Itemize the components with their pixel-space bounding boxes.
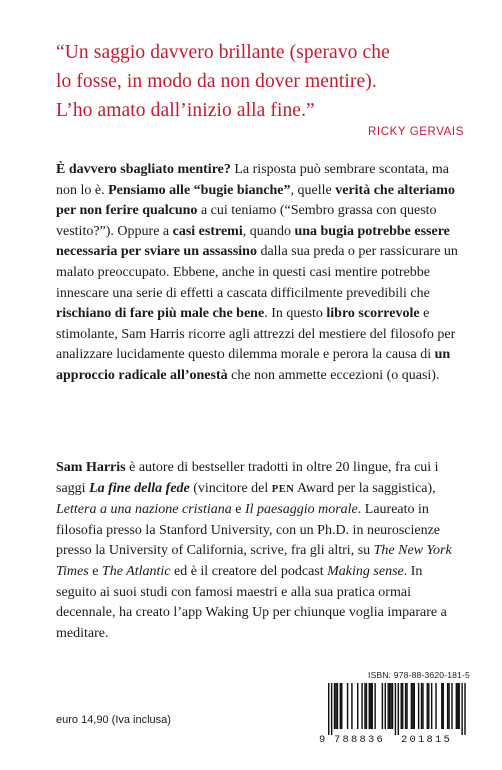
isbn-text: ISBN: 978-88-3620-181-5 [368, 670, 470, 680]
barcode-digit-first: 9 [319, 734, 326, 746]
barcode-bar [447, 683, 448, 729]
bio-text: (vincitore del [189, 480, 272, 496]
publication-title: The Atlantic [101, 563, 171, 579]
barcode-bar [431, 683, 432, 729]
barcode-bar [422, 683, 423, 729]
barcode-bar [387, 683, 388, 729]
blurb-bold: casi estremi [172, 223, 243, 239]
quote-author: RICKY GERVAIS [368, 126, 464, 138]
barcode-bar [457, 683, 458, 729]
blurb-text: dalla sua preda o per rassicurare un malato preoccupato. Ebbene, anche in questi casi mentire potrebbe innescare una serie di effetti a cascata difficilmente prevedibili che [56, 244, 458, 301]
blurb-text: , quando [242, 223, 295, 239]
blurb-text: che non ammette eccezioni (o quasi). [227, 367, 440, 383]
bio-text: Award per la saggistica), [294, 480, 436, 496]
barcode-bar [401, 683, 402, 729]
podcast-title: Making sense [327, 563, 404, 579]
barcode-bar [448, 683, 449, 729]
author-name: Sam Harris [56, 460, 126, 475]
barcode-bar [334, 683, 335, 729]
barcode-bars [318, 683, 470, 735]
barcode-bar [443, 683, 444, 729]
pen-label: PEN [271, 483, 295, 495]
barcode-bar [428, 683, 429, 729]
blurb-text: La risposta può sembrare scontata, ma non lo è. [56, 162, 449, 198]
barcode-bar [361, 683, 362, 729]
barcode-bar [385, 683, 386, 729]
blurb-text: . In questo [264, 306, 327, 322]
barcode-bar [390, 683, 391, 729]
barcode-bar [374, 683, 375, 729]
blurb-bold: verità che alteriamo per non ferire qualcuno [56, 182, 455, 219]
bio-text: . Laureato in filosofia presso la Stanford University, con un Ph.D. in neuroscienze presso la University of California, scrive, fra gli altri, su [56, 502, 441, 559]
bio-text: è autore di bestseller tradotti in oltre 20 lingue, fra cui i saggi [56, 460, 439, 496]
quote-line: lo fosse, in modo da non dover mentire). [56, 71, 377, 92]
barcode-bar [369, 683, 370, 729]
barcode-bar [351, 683, 352, 729]
barcode-bar [406, 683, 407, 729]
barcode-bar [402, 683, 403, 729]
blurb-bold: una bugia potrebbe essere necessaria per sviare un assassino [56, 223, 450, 260]
barcode-bar [451, 683, 452, 729]
barcode-bar [412, 683, 413, 729]
barcode-bar [405, 683, 406, 729]
quote-line: L’ho amato dall’inizio alla fine.” [56, 100, 315, 121]
book-title: La fine della fede [89, 480, 190, 496]
book-title: Lettera a una nazione cristiana [56, 502, 232, 518]
bio-text: . In seguito ai suoi studi con famosi maestri e alla sua pratica ormai decennale, ha creato l’app Waking Up per chiunque voglia imparare a meditare. [56, 563, 447, 641]
blurb-bold: Pensiamo alle “bugie bianche” [108, 182, 291, 198]
bio-text: e [231, 502, 245, 518]
barcode-bar [347, 683, 348, 729]
author-bio [56, 458, 466, 644]
price-label: euro 14,90 (Iva inclusa) [56, 714, 171, 726]
barcode-bar [372, 683, 373, 729]
barcode-bar [414, 683, 415, 729]
barcode-bar [464, 683, 465, 735]
blurb-bold: libro scorrevole [326, 306, 420, 322]
barcode-digits-left: 788836 [334, 734, 386, 746]
barcode-bar [340, 683, 341, 729]
barcode-bar [411, 683, 412, 729]
blurb-bold: È davvero sbagliato mentire? [56, 162, 231, 177]
praise-quote [56, 38, 476, 125]
barcode-digits-right: 201815 [401, 734, 453, 746]
barcode-bar [459, 683, 460, 729]
bio-text: e [88, 563, 102, 579]
blurb-text: , quelle [290, 182, 336, 198]
quote-line: “Un saggio davvero brillante (speravo che [56, 42, 390, 63]
barcode-bar [456, 683, 457, 729]
barcode-bar [331, 683, 332, 735]
blurb-bold: rischiano di fare più male che bene [56, 306, 265, 322]
barcode-bar [382, 683, 383, 729]
barcode-bar [335, 683, 336, 729]
barcode-bar [341, 683, 342, 729]
barcode-bar [441, 683, 442, 729]
barcode-bar [418, 683, 419, 729]
blurb-text: e stimolante, Sam Harris ricorre agli attrezzi del mestiere del filosofo per analizzare lucidamente questo dilemma morale e perora la causa di [56, 306, 456, 363]
barcode-bar [427, 683, 428, 729]
publication-title: The New York Times [56, 543, 452, 579]
barcode-digits [318, 734, 470, 748]
barcode-bar [364, 683, 365, 729]
barcode-bar [392, 683, 393, 729]
blurb-bold: un approccio radicale all’onestà [56, 347, 451, 383]
barcode-bar [395, 683, 396, 735]
barcode-bar [328, 683, 329, 735]
barcode-bar [370, 683, 371, 729]
book-title: Il paesaggio morale [245, 502, 358, 518]
barcode-bar [398, 683, 399, 735]
book-blurb [56, 160, 466, 387]
barcode-bar [337, 683, 338, 729]
barcode-bar [461, 683, 462, 735]
blurb-text: a cui teniamo (“Sembro grassa con questo vestito?”). Oppure a [56, 203, 437, 239]
barcode-bar [421, 683, 422, 729]
barcode-bar [366, 683, 367, 729]
barcode-bar [389, 683, 390, 729]
bio-text: ed è il creatore del podcast [170, 563, 328, 579]
barcode-bar [435, 683, 436, 729]
barcode-bar [357, 683, 358, 729]
isbn-barcode [318, 670, 470, 752]
